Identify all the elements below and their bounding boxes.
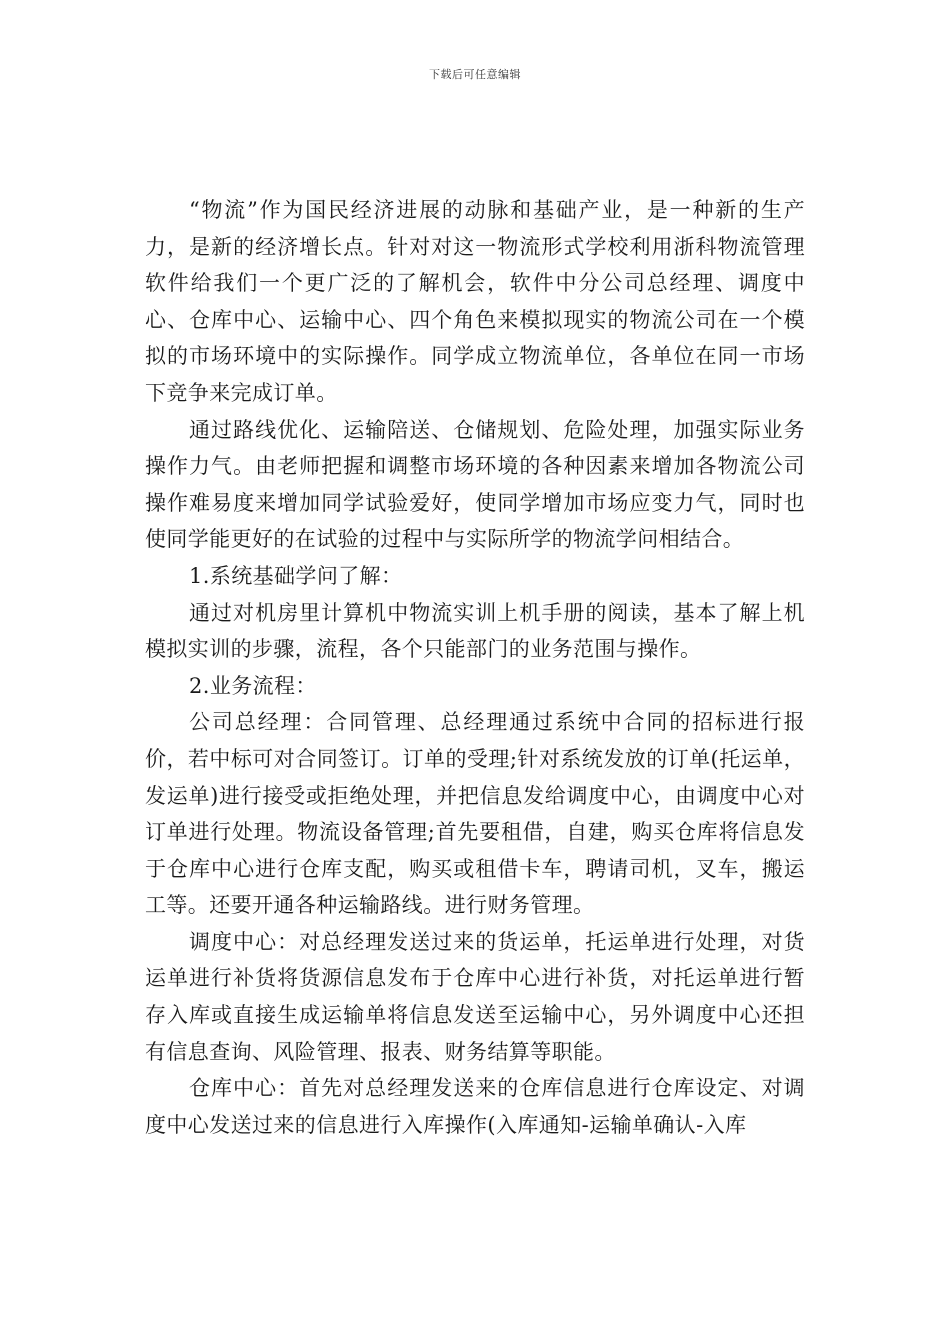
paragraph-route-optimization: 通过路线优化、运输陪送、仓储规划、危险处理，加强实际业务操作力气。由老师把握和调整市场环境的各种因素来增加各物流公司操作难易度来增加同学试验爱好，使同学增加市场应变力气，同时也使同学能更好的在试验的过程中与实际所学的物流学问相结合。 xyxy=(145,417,805,552)
paragraph-intro: “物流”作为国民经济进展的动脉和基础产业，是一种新的生产力，是新的经济增长点。针对对这一物流形式学校利用浙科物流管理软件给我们一个更广泛的了解机会，软件中分公司总经理、调度中心、仓库中心、运输中心、四个角色来模拟现实的物流公司在一个模拟的市场环境中的实际操作。同学成立物流单位，各单位在同一市场下竞争来完成订单。 xyxy=(145,198,805,405)
paragraph-warehouse-center: 仓库中心：首先对总经理发送来的仓库信息进行仓库设定、对调度中心发送过来的信息进行入库操作(入库通知-运输单确认-入库 xyxy=(145,1076,805,1137)
paragraph-basics: 通过对机房里计算机中物流实训上机手册的阅读，基本了解上机模拟实训的步骤，流程，各个只能部门的业务范围与操作。 xyxy=(145,600,805,662)
document-body xyxy=(145,192,805,1143)
paragraph-dispatch-center: 调度中心：对总经理发送过来的货运单，托运单进行处理，对货运单进行补货将货源信息发布于仓库中心进行补货，对托运单进行暂存入库或直接生成运输单将信息发送至运输中心，另外调度中心还担有信息查询、风险管理、报表、财务结算等职能。 xyxy=(145,929,805,1064)
paragraph-general-manager: 公司总经理：合同管理、总经理通过系统中合同的招标进行报价，若中标可对合同签订。订单的受理;针对系统发放的订单(托运单，发运单)进行接受或拒绝处理，并把信息发给调度中心，由调度中心对订单进行处理。物流设备管理;首先要租借，自建，购买仓库将信息发于仓库中心进行仓库支配，购买或租借卡车，聘请司机，叉车，搬运工等。还要开通各种运输路线。进行财务管理。 xyxy=(145,710,805,918)
section-heading-workflow: 2.业务流程： xyxy=(189,673,317,698)
header-note: 下载后可任意编辑 xyxy=(429,68,521,81)
section-heading-basics: 1.系统基础学问了解： xyxy=(189,563,403,588)
